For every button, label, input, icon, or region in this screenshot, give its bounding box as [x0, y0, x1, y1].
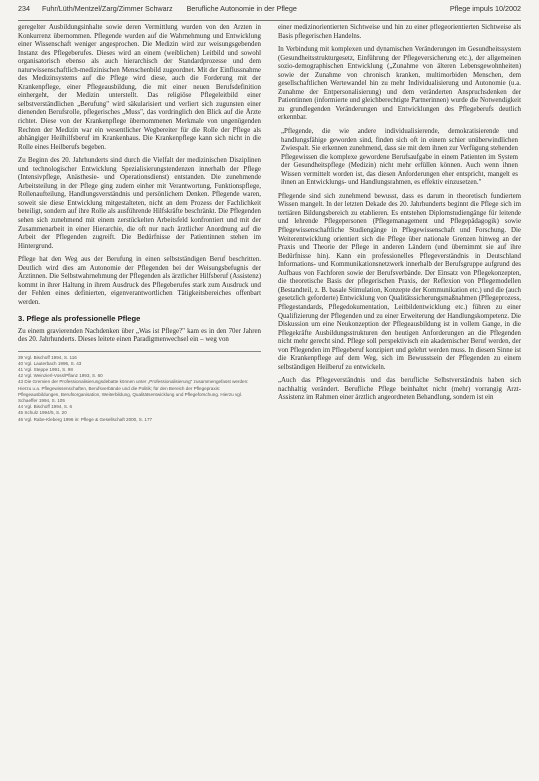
right-paragraph-5: „Auch das Pflegeverständnis und das berufliche Selbstverständnis haben sich nachhaltig verändert. Berufliche Pflege beinhaltet nicht (mehr) vorrangig Arzt-Assistenz im Rahmen einer ärztlich angeordneten Behandlung, sondern ist ein	[278, 377, 521, 402]
page-number: 234	[18, 4, 30, 13]
block-quote: „Pflegende, die wie andere individualisierende, demokratisierende und handlungsfähige geworden sind, finden sich oft in einem schier unüberwindlichen Zwiespalt. Sie erkennen zunehmend, dass sie mit dem ihnen zur Verfügung stehenden Pflegewissen die komplexe gewordene Berufsaufgabe in einem Patienten im System der Gesundheitspflege (Medizin) nicht mehr erfüllen können. Auch wenn ihnen Wissen vermittelt worden ist, das diesen Anforderungen eher entspricht, mangelt es ihnen an Entwicklungs- und Handlungsrahmen, es effektiv einzusetzen."	[281, 128, 518, 187]
footnote: 39 Vgl. Bischoff 1994, S. 116	[18, 354, 77, 360]
footnote: 44 Vgl. Bischoff 1994, S. 6	[18, 404, 73, 410]
right-paragraph-4: Pflegende sind sich zunehmend bewusst, dass es darum in theoretisch fundiertem Wissen mangelt. In der letzten Dekade des 20. Jahrhunderts beginnt die Pflege sich im tertiären Bildungsbereich zu etablieren. Es entstehen Diplomstudiengänge für leitende und lehrende Pflegepersonen (Pflegemanagement und Pflegepädagogik) sowie Pflegewissenschaftliche Studiengänge in Pflegewissenschaft und Forschung. Die Weiterentwicklung orientiert sich die Pflege über nationale Grenzen hinweg an der Praxis und Theorie der Pflege in anderen Ländern (und übernimmt sie auf ihre Bedürfnisse hin). Kann ein professionelles Pflegeverständnis in Deutschland Informations- und Kommunikationsnetzwerk innerhalb der Berufsgruppe aufgrund des Aufbaus von Fachforen sowie der Berufsverbände. Der Einsatz von Pflegekonzepten, die theoretische Basis der pflegerischen Praxis, der Reflexion von Pflegemodellen (Bestandteil, z. B. basale Stimulation, Konzepte der Kommunikation etc.) und die (auch gesetzlich geforderte) Entwicklung von Qualitätssicherungsmaßnahmen (Pflegeprozess, Pflegestandards, Pflegedokumentation, Leitbildentwicklung etc.) führen zu einer Qualifizierung der Pflegenden und zu einer Erweiterung der Handlungskompetenz. Die Diskussion um eine Neukonzeption der Pflegeausbildung ist in vollem Gange, in die Pflegekräfte Ausbildungsstrukturen den heutigen Anforderungen an die Pflegenden nicht mehr gerecht sind. Pflege soll perspektivisch ein akademischer Beruf werden, der von Pflegenden im Pflegeberuf konzipiert und gelehrt werden muss. In diesem Sinne ist die Krankenpflege auf dem Weg, sich im Bewusstsein der Pflegenden zu einem selbständigen Heilberuf zu entwickeln.	[278, 192, 521, 371]
left-paragraph-4: Zu einem gravierenden Nachdenken über „Was ist Pflege?" kam es in den 70er Jahren des 20. Jahrhunderts. Dieses leitete einen Paradigmenwechsel ein – weg von	[18, 327, 261, 344]
left-column	[18, 24, 261, 776]
footnote: 41 Vgl. Steppe 1991, S. 98	[18, 367, 73, 372]
body-columns	[18, 24, 521, 776]
page-header	[18, 4, 521, 21]
left-paragraph-2: Zu Beginn des 20. Jahrhunderts sind durch die Vielfalt der medizinischen Disziplinen und technologischer Entwicklung Spezialisierungstendenzen innerhalb der Pflege (Intensivpflege, Anästhesie- und Operationsdienst) entstanden. Die zunehmende Arbeitsteilung in der Pflege ging zudem einher mit Verantwortung, Funktionspflege, Rollenaufteilung, Handlungsverständnis und persönlichem Denken. Pflegende waren, soweit sie diese Entwicklung mitgestalteten, nicht an dem Prozess der Fachlichkeit beteiligt, sondern auf ihre Rolle als ausführende Hilfskräfte beschränkt. Die Pflegenden sehen sich zunehmend mit einem zerstückelten Arbeitsfeld konfrontiert und mit der Zusammenarbeit in einer Hierarchie, die oft nur nach ärztlicher Anordnung auf die Arbeit der Pflegenden zugreift. Die Bedürfnisse der Patientinnen stehen im Hintergrund.	[18, 157, 261, 250]
right-column	[278, 24, 521, 776]
footnote: 46 Vgl. Rabe-Kleberg 1996 in: Pflege & Gesellschaft 2000, S. 177	[18, 416, 153, 422]
footnote: 45 Schulz 1994/5, S. 20	[18, 410, 67, 416]
running-title: Berufliche Autonomie in der Pflege	[186, 4, 297, 13]
footnote: 42 Vgl. Weinzierl-Voss/Pflanz 1993, S. 60	[18, 373, 103, 379]
left-paragraph-1: geregelter Ausbildungsinhalte sowie deren Vermittlung wurden von den Ärzten in Konkurrenz übernommen. Pflegende wurden auf die Wahrnehmung und Entwicklung einer Wissenschaft weniger angesprochen. Die Medizin wird zur weisungsgebenden Instanz des Pflegeberufes. Dieses wird an einem (weiblichen) Leitbild und sowohl organisatorisch ebenso als auch hierarchisch der Standardprozesse und dem naturwissenschaftlich-medizinischen Menschenbild zugeordnet. Mit der Einflussnahme des Medizinsystems auf die Pflege wird diese, auch die Forderung mit der Krankenpflege, einer Pflegeausbildung, die mit einer neuen Berufsdefinition einhergeht, der Medizin unterstellt. Das religiöse Pflegeleitbild einer selbstverständlichen „Berufung" wird säkularisiert und verliert sich zugunsten einer dienenden Berufsrolle, pflegerisches „Muss", das vordringlich den Blick auf die Ärzte richtet. Diese von der Krankenpflege übernommenen Merkmale von ungenügenden Rechten der Medizin war ein wesentlicher Wegbereiter für die Rolle der Pflege als abhängiger Heilhilfsberuf im Krankenhaus. Die Krankenpflege kann sich nicht in die Rolle eines Heilberufs begeben.	[18, 24, 261, 151]
footnotes	[18, 351, 261, 423]
journal-issue: Pflege impuls 10/2002	[449, 4, 521, 13]
left-paragraph-3: Pflege hat den Weg aus der Berufung in einen selbstständigen Beruf beschritten. Deutlich wird dies am Autonomie der Pflegenden bei der Weisungsbefugnis der Ärztinnen. Die Selbstwahrnehmung der Pflegenden als ärztlicher Hilfsberuf (Assistenz) kommt in ihrer Haltung in ihrem Ausdruck des Pflegeberufes stark zum Ausdruck und der Fehlen eines definierten, eigenverantwortlichen Tätigkeitsbereiches offenbart werden.	[18, 256, 261, 306]
footnote: 40 Vgl. Lauterbach 1996, S. 43	[18, 360, 82, 366]
running-authors: Fuhr/Lüth/Mentzel/Zarg/Zimmer Schwarz	[42, 4, 173, 13]
right-paragraph-2: In Verbindung mit komplexen und dynamischen Veränderungen im Gesundheitssystem (Gesundheitsstrukturgesetz, Einführung der Pflegeversicherung etc.), der allgemeinen sozio-demographischen Entwicklung („Zunahme von älteren Lebensgewohnheiten) sowie der Zunahme von chronisch kranken, multimorbiden Menschen, dem gesellschaftlichen Wertewandel hin zu mehr Individualisierung und Autonomie (u.a. Zunahme der Entpersonalisierung) und dem veränderten Anspruchsdenken der Patientinnen (informierte und gleichberechtigte Partnerinnen) wurde die Notwendigkeit zu grundlegenden Veränderungen und Entwicklungen des Pflegeberufs deutlich erkennbar.	[278, 46, 521, 122]
right-paragraph-1: einer medizinorientierten Sichtweise und hin zu einer pflegeorientierten Sichtweise als Basis pflegerischen Handelns.	[278, 24, 521, 40]
section-heading: 3. Pflege als professionelle Pflege	[18, 313, 141, 323]
footnote: 43 Die Gremien der Professionalisierungsdebatte können unter „Professionalisierung" zusammengefasst werden: Hierzu u.a. Pflegewissenschaften, Berufsverbände und die Politik; für den Bereich der Pflegepraxis: Pflegeausbildungen, Berufsorganisation, Weiterbildung, Qualitätsentwicklung und Pflegeforschung. Hierzu vgl. Schaeffer 1994, S. 105	[18, 379, 249, 404]
